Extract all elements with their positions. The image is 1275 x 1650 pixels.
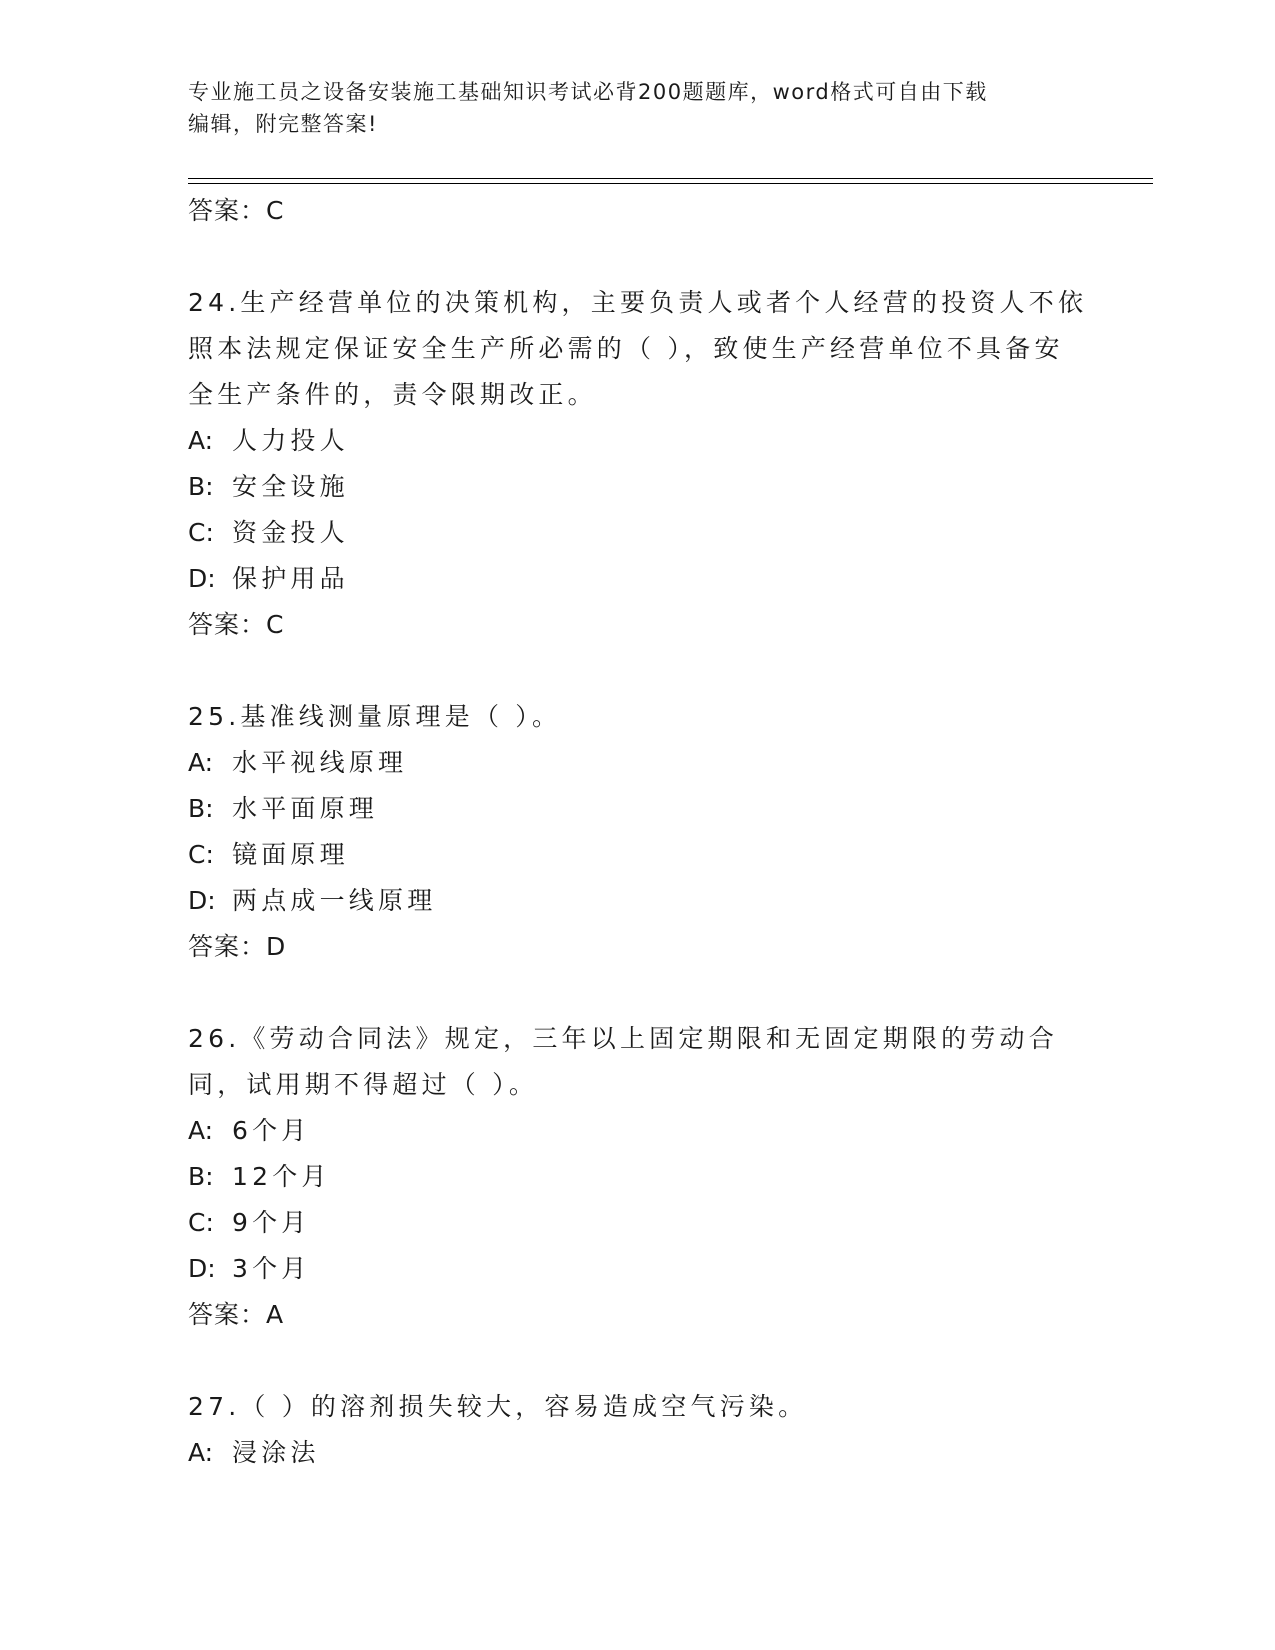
question-text: 24.生产经营单位的决策机构，主要负责人或者个人经营的投资人不依照本法规定保证安全生产所必需的（ ），致使生产经营单位不具备安全生产条件的，责令限期改正。 [188, 288, 1088, 409]
option-d [188, 1246, 1088, 1292]
option-b [188, 1154, 1088, 1200]
option-d [188, 556, 1088, 602]
option-text: 9个月 [232, 1208, 311, 1237]
option-key: B: [188, 1162, 214, 1191]
option-a [188, 1108, 1088, 1154]
option-text: 浸涂法 [232, 1438, 320, 1467]
header-line-1: 专业施工员之设备安装施工基础知识考试必背200题题库，word格式可自由下载 [188, 80, 988, 104]
option-text: 12个月 [232, 1162, 331, 1191]
option-key: A: [188, 748, 214, 777]
option-key: A: [188, 1438, 214, 1467]
answer-line: 答案：D [188, 932, 287, 961]
option-b [188, 464, 1088, 510]
header-divider-top [188, 178, 1153, 179]
option-key: A: [188, 1116, 214, 1145]
option-text: 安全设施 [232, 472, 349, 501]
option-text: 镜面原理 [232, 840, 349, 869]
option-a [188, 740, 1088, 786]
question-text: 25.基准线测量原理是（ ）。 [188, 702, 562, 731]
option-key: D: [188, 886, 216, 915]
question-block [188, 1016, 1088, 1338]
option-a [188, 418, 1088, 464]
option-key: C: [188, 1208, 214, 1237]
option-text: 水平视线原理 [232, 748, 408, 777]
header-divider-bottom [188, 183, 1153, 184]
option-key: D: [188, 564, 216, 593]
option-text: 6个月 [232, 1116, 311, 1145]
question-text: 27.（ ）的溶剂损失较大，容易造成空气污染。 [188, 1392, 808, 1421]
option-a [188, 1430, 1088, 1476]
document-header [188, 76, 1078, 140]
option-text: 两点成一线原理 [232, 886, 437, 915]
question-block [188, 694, 1088, 970]
option-key: D: [188, 1254, 216, 1283]
option-text: 资金投人 [232, 518, 349, 547]
option-c [188, 510, 1088, 556]
option-c [188, 1200, 1088, 1246]
option-key: B: [188, 794, 214, 823]
option-text: 3个月 [232, 1254, 311, 1283]
option-c [188, 832, 1088, 878]
option-text: 人力投人 [232, 426, 349, 455]
answer-line: 答案：C [188, 196, 285, 225]
option-key: A: [188, 426, 214, 455]
option-text: 保护用品 [232, 564, 349, 593]
question-text: 26.《劳动合同法》规定，三年以上固定期限和无固定期限的劳动合同，试用期不得超过（ ）。 [188, 1024, 1058, 1099]
answer-line: 答案：C [188, 610, 285, 639]
answer-line: 答案：A [188, 1300, 285, 1329]
option-key: C: [188, 518, 214, 547]
header-line-2: 编辑，附完整答案! [188, 112, 378, 136]
question-list [188, 188, 1088, 1476]
option-b [188, 786, 1088, 832]
option-text: 水平面原理 [232, 794, 379, 823]
question-block [188, 280, 1088, 648]
question-block [188, 1384, 1088, 1476]
option-key: B: [188, 472, 214, 501]
option-d [188, 878, 1088, 924]
option-key: C: [188, 840, 214, 869]
